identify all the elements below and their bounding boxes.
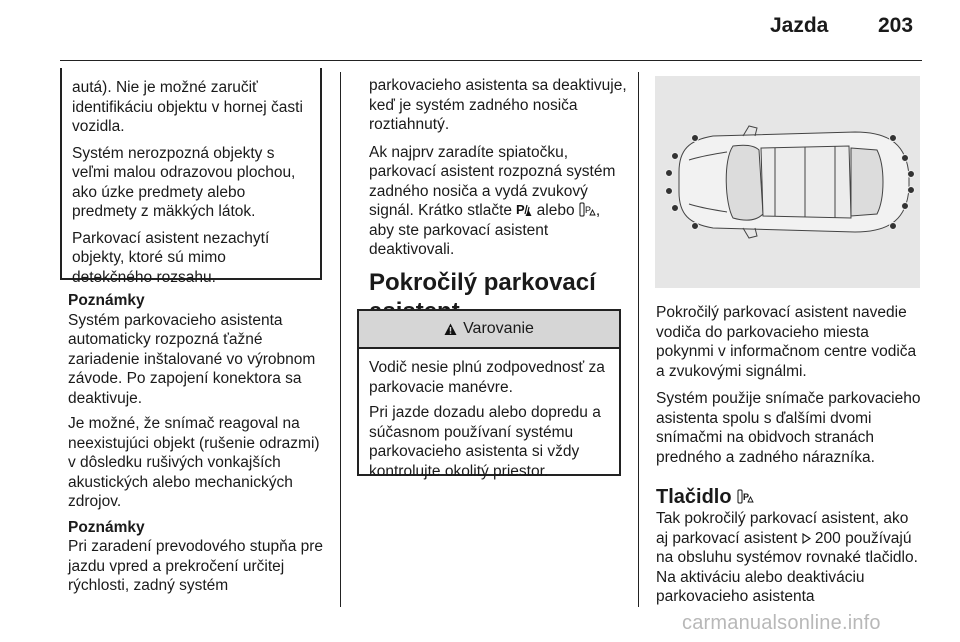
paragraph: autá). Nie je možné zaručiť identifikáciu objektu v hornej časti vozidla. — [72, 79, 303, 135]
car-sensor-figure — [655, 76, 920, 288]
section-heading: Pokročilý parkovací — [369, 268, 596, 296]
warning-triangle-icon — [444, 323, 457, 336]
paragraph: Parkovací asistent nezachytí objekty, ktoré sú mimo detekčného rozsahu. — [72, 229, 270, 286]
paragraph-text: , aby ste parkovací asistent deaktivovali. — [369, 202, 601, 258]
page-number: 203 — [878, 14, 914, 37]
paragraph-text: Tak pokročilý parkovací asistent, ako aj parkovací asistent — [656, 510, 909, 547]
car-top-view-illustration — [655, 76, 920, 288]
column-3 — [656, 303, 924, 615]
paragraph-text: používajú na obsluhu systémov rovnaké tlačidlo. Na aktiváciu alebo deaktiváciu parkovacieho asistenta — [656, 529, 918, 605]
advanced-park-assist-icon — [737, 489, 754, 504]
note-title: Poznámky — [68, 292, 145, 309]
note-title: Poznámky — [68, 518, 145, 536]
svg-text:P: P — [743, 492, 750, 502]
page-reference-link[interactable]: 200 — [814, 529, 841, 547]
watermark: carmanualsonline.info — [682, 612, 881, 634]
paragraph: parkovacieho asistenta sa deaktivuje, keď je systém zadného nosiča roztiahnutý. — [369, 77, 627, 133]
park-distance-control-icon — [516, 202, 532, 217]
paragraph: Pri zaradení prevodového stupňa pre jazdu vpred a prekročení určitej rýchlosti, zadný systém — [68, 538, 324, 594]
paragraph: Pokročilý parkovací asistent navedie vodiča do parkovacieho miesta pokynmi v informačnom centre vodiča a zvukovými signálmi. — [656, 304, 917, 380]
paragraph: Je možné, že snímač reagoval na neexistujúci objekt (rušenie odrazmi) v dôsledku rušivých vonkajších akustických alebo mechanických zdrojov. — [68, 415, 320, 510]
advanced-park-assist-icon — [579, 202, 596, 217]
paragraph: Pri jazde dozadu alebo dopredu a súčasnom používaní systému parkovacieho asistenta si vždy kontrolujte okolitý priestor. — [369, 404, 601, 480]
header-divider — [60, 60, 922, 61]
warning-body — [359, 349, 619, 481]
paragraph: Systém nerozpozná objekty s veľmi malou odrazovou plochou, ako úzke predmety alebo predmety z mäkkých látok. — [72, 144, 296, 220]
warning-title: Varovanie — [463, 320, 534, 338]
paragraph: Vodič nesie plnú zodpovednosť za parkovacie manévre. — [369, 359, 605, 396]
column-1-notes — [68, 291, 328, 604]
subsection-heading-text: Tlačidlo — [656, 486, 732, 508]
column-2 — [369, 76, 627, 336]
paragraph — [369, 143, 627, 260]
paragraph: Systém parkovacieho asistenta automaticky rozpozná ťažné zariadenie inštalované vo výrobnom závode. Po zapojení konektora sa deaktivuje. — [68, 311, 316, 407]
svg-text:P: P — [584, 205, 591, 215]
paragraph — [656, 509, 924, 607]
column-divider — [638, 72, 639, 607]
warning-box — [357, 309, 621, 480]
svg-text:P: P — [516, 202, 525, 217]
cross-reference-triangle-icon — [802, 533, 811, 544]
paragraph: Systém použije snímače parkovacieho asistenta spolu s ďalšími dvomi snímačmi na obidvoch stranách predného a zadného nárazníka. — [656, 390, 921, 466]
paragraph-text: alebo — [536, 202, 575, 219]
column-divider — [340, 72, 341, 607]
paragraph-text: Ak najprv zaradíte spiatočku, parkovací asistent rozpozná systém zadného nosiča a vydá zvukový signál. Krátko stlačte — [369, 143, 616, 219]
page-header-section: Jazda — [770, 14, 829, 37]
warning-header — [359, 311, 619, 349]
subsection-heading — [656, 485, 924, 509]
continued-info-box — [60, 68, 322, 286]
